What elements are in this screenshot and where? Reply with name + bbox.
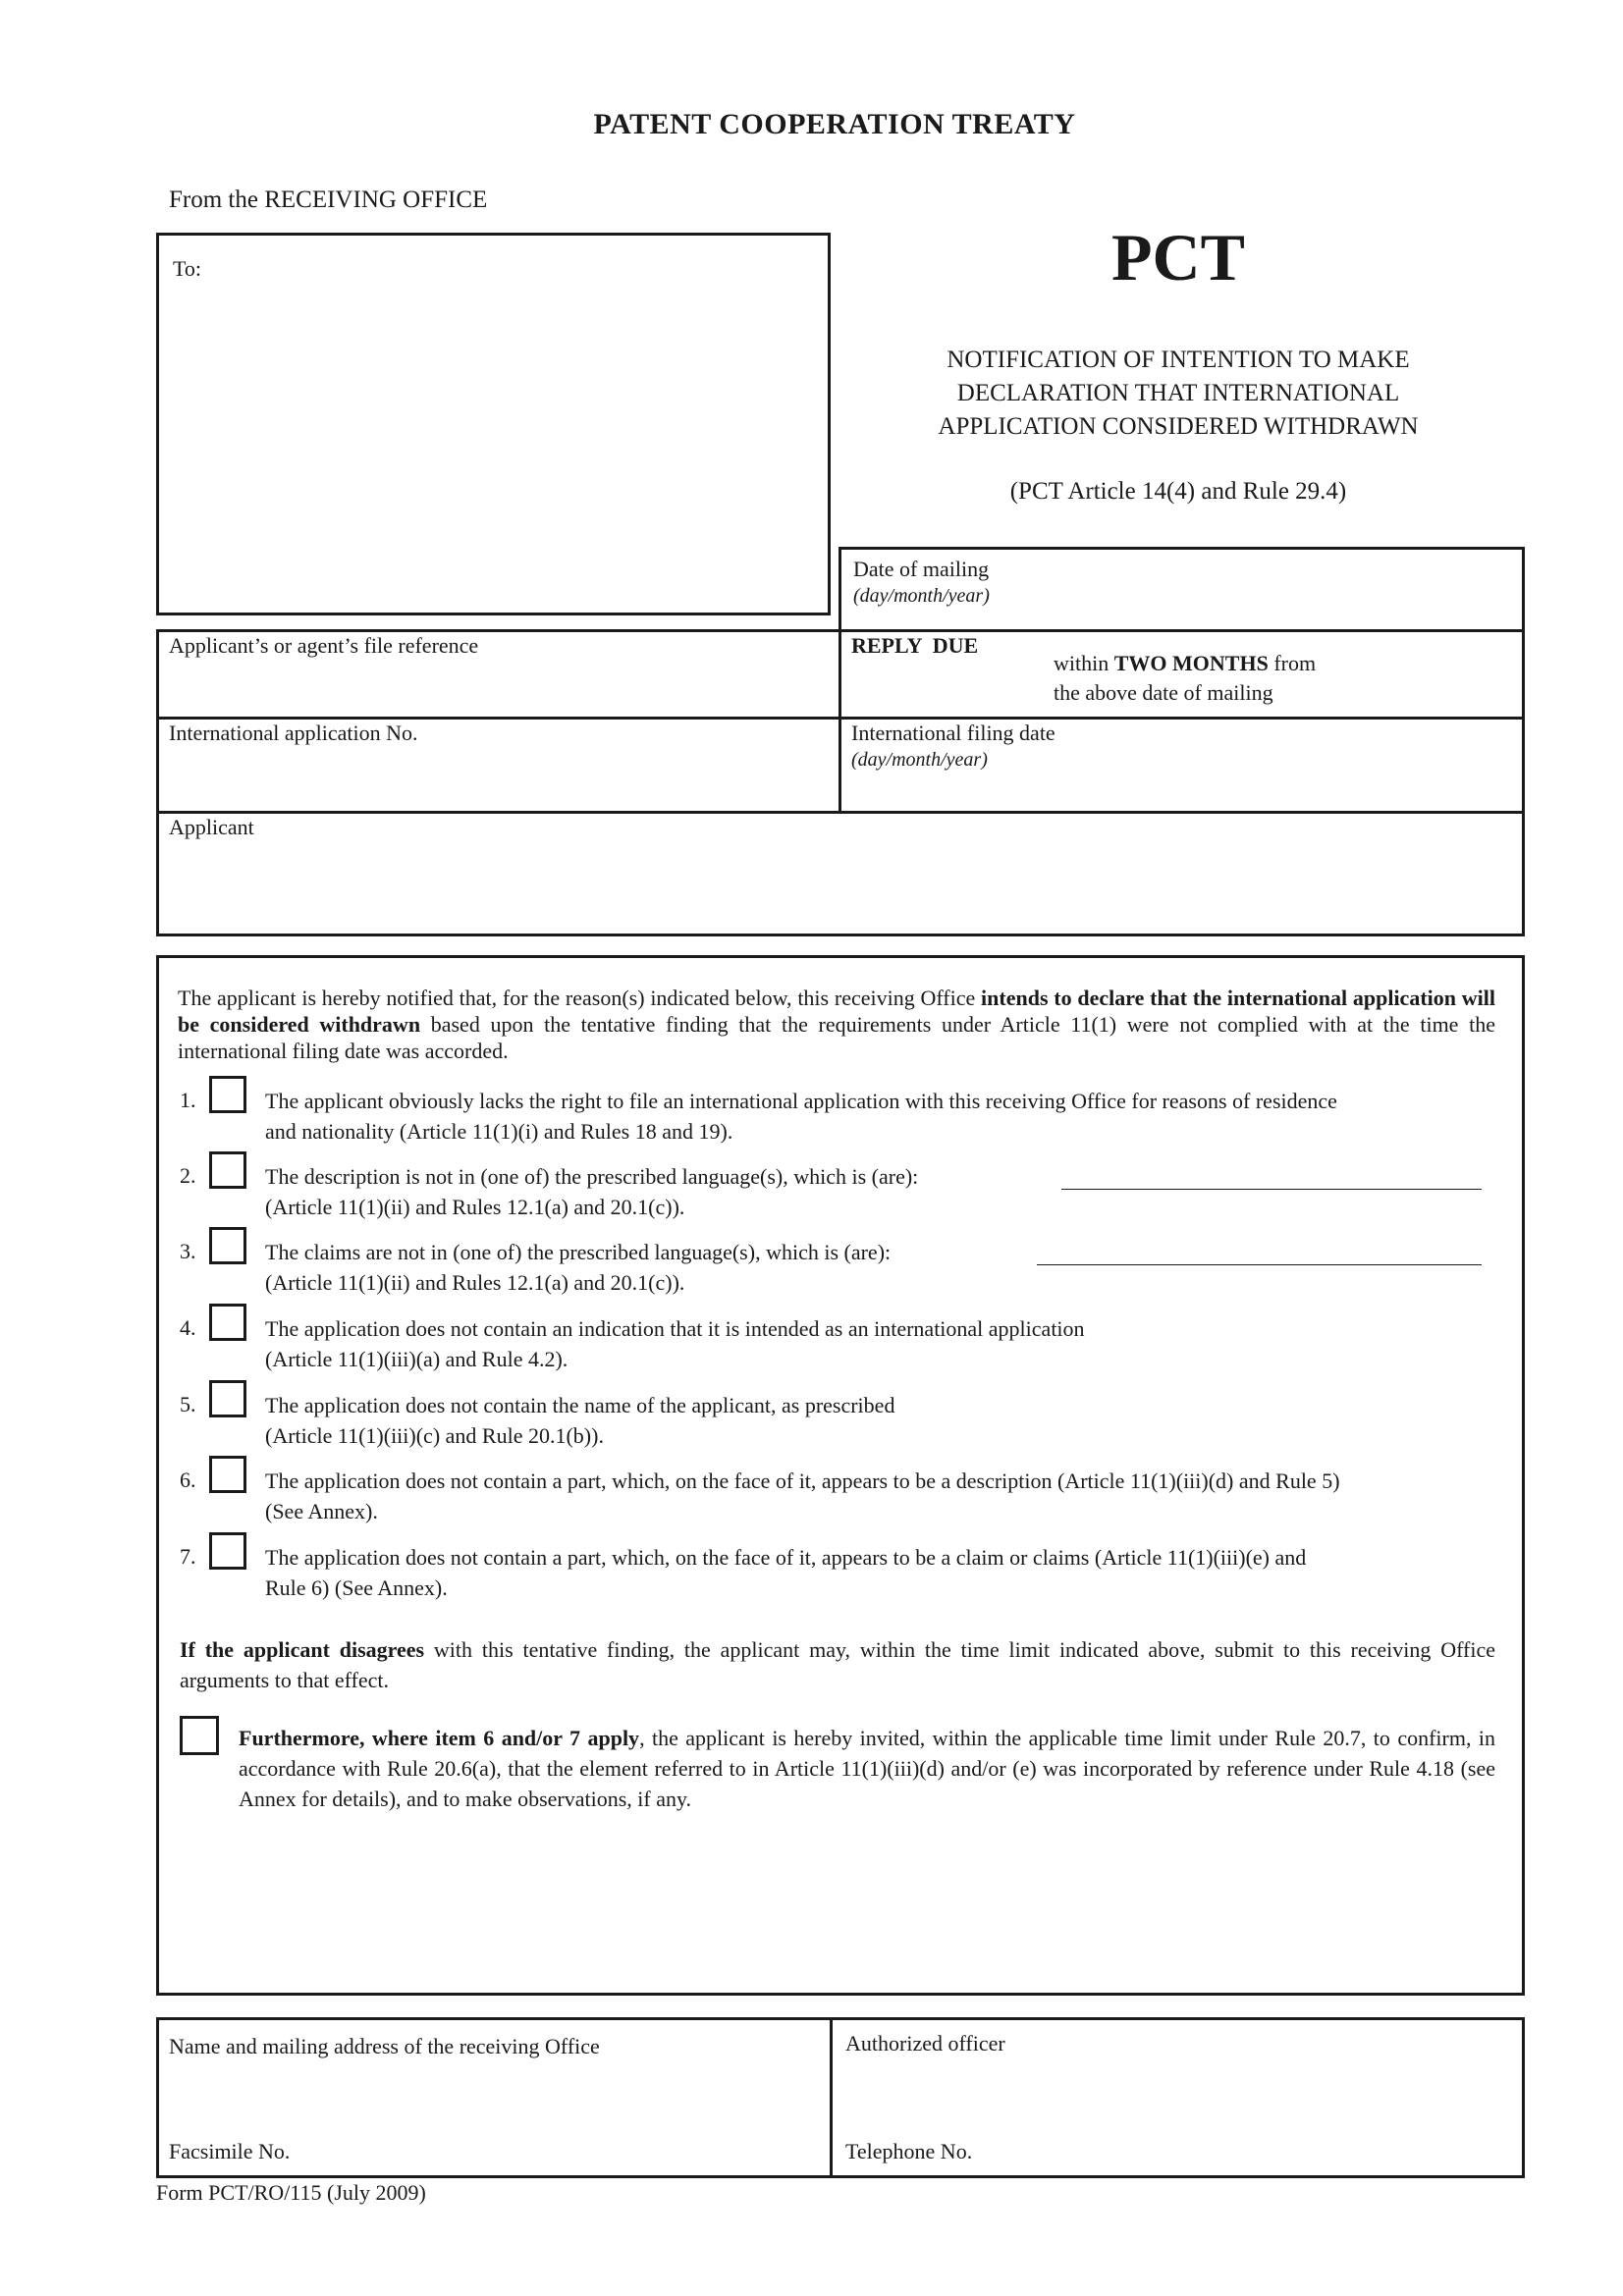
item-2-text [265, 1161, 1051, 1222]
disagree-text: with this tentative finding, the applicant may, within the time limit indicated above, submit to this receiving Office arguments to that effect. [180, 1637, 1495, 1692]
to-box[interactable] [156, 233, 831, 615]
item-4-checkbox[interactable] [209, 1304, 246, 1341]
item-5-text [265, 1390, 1492, 1451]
item-5-number: 5. [180, 1392, 196, 1416]
file-reference-label: Applicant’s or agent’s file reference [169, 633, 479, 658]
furthermore-bold: Furthermore, where item 6 and/or 7 apply [239, 1726, 640, 1750]
item-1-line-2: and nationality (Article 11(1)(i) and Rules 18 and 19). [265, 1119, 733, 1144]
applicant-label: Applicant [169, 815, 254, 839]
reply-due-text-line2: the above date of mailing [1054, 680, 1273, 705]
to-label: To: [173, 256, 202, 281]
authorized-officer-field[interactable] [833, 2020, 1522, 2175]
date-of-mailing-format: (day/month/year) [853, 585, 990, 607]
item-2-number: 2. [180, 1163, 196, 1188]
item-7-text [265, 1542, 1492, 1603]
item-3-line-1: The claims are not in (one of) the prescribed language(s), which is (are): [265, 1240, 892, 1264]
item-6-checkbox[interactable] [209, 1456, 246, 1493]
intl-filing-date-label: International filing date [851, 721, 1055, 745]
item-2-line-1: The description is not in (one of) the prescribed language(s), which is (are): [265, 1164, 919, 1189]
reply-due-text-post: from [1268, 651, 1317, 675]
item-4-text [265, 1313, 1492, 1374]
reply-due-text-pre: within [1054, 651, 1114, 675]
item-1-text [265, 1086, 1492, 1147]
item-6-text [265, 1466, 1492, 1526]
item-4-line-2: (Article 11(1)(iii)(a) and Rule 4.2). [265, 1347, 568, 1371]
item-1-checkbox[interactable] [209, 1076, 246, 1113]
notification-title-line-1: NOTIFICATION OF INTENTION TO MAKE [947, 347, 1410, 373]
disagree-bold: If the applicant disagrees [180, 1637, 425, 1662]
item-3-line-2: (Article 11(1)(ii) and Rules 12.1(a) and 20.1(c)). [265, 1270, 685, 1295]
date-of-mailing-box[interactable] [839, 547, 1525, 632]
intl-application-no-label: International application No. [169, 721, 418, 745]
pct-logo: PCT [1111, 220, 1245, 294]
treaty-title: PATENT COOPERATION TREATY [593, 108, 1076, 140]
item-2-line-2: (Article 11(1)(ii) and Rules 12.1(a) and 20.1(c)). [265, 1195, 685, 1219]
telephone-label: Telephone No. [845, 2139, 973, 2163]
furthermore-text: , the applicant is hereby invited, within the applicable time limit under Rule 20.7, to confirm, in accordance with Rule 20.6(a), that the element referred to in Article 11(1)(iii)(d) and/or (e) was incorporated by reference under Rule 4.18 (see Annex for details), and to make observations, if any. [239, 1726, 1495, 1811]
disagree-paragraph [180, 1634, 1495, 1695]
item-2-language-field[interactable] [1061, 1189, 1482, 1190]
item-6-line-1: The application does not contain a part, which, on the face of it, appears to be a description (Article 11(1)(iii)(d) and Rule 5) [265, 1468, 1340, 1493]
item-1-number: 1. [180, 1088, 196, 1112]
form-id: Form PCT/RO/115 (July 2009) [156, 2180, 426, 2205]
legal-basis: (PCT Article 14(4) and Rule 29.4) [1009, 478, 1347, 505]
date-of-mailing-label: Date of mailing [853, 557, 990, 581]
notification-title-line-3: APPLICATION CONSIDERED WITHDRAWN [938, 413, 1419, 440]
notice-intro [178, 985, 1495, 1064]
item-4-line-1: The application does not contain an indication that it is intended as an international application [265, 1316, 1085, 1341]
item-7-number: 7. [180, 1544, 196, 1569]
notice-intro-bold: intends to declare that the international application will be considered withdrawn [178, 986, 1495, 1037]
item-7-checkbox[interactable] [209, 1532, 246, 1570]
item-6-line-2: (See Annex). [265, 1499, 378, 1523]
item-1-line-1: The applicant obviously lacks the right to file an international application with this receiving Office for reasons of residence [265, 1089, 1337, 1113]
notification-title [864, 344, 1492, 444]
item-5-checkbox[interactable] [209, 1380, 246, 1417]
item-7-line-1: The application does not contain a part, which, on the face of it, appears to be a claim or claims (Article 11(1)(iii)(e) and [265, 1545, 1307, 1570]
item-5-line-2: (Article 11(1)(iii)(c) and Rule 20.1(b)). [265, 1423, 604, 1448]
intl-application-no-field[interactable] [159, 720, 837, 810]
reply-due-label: REPLY DUE [851, 633, 979, 658]
applicant-field[interactable] [159, 814, 1522, 934]
furthermore-paragraph [239, 1723, 1495, 1814]
office-address-label: Name and mailing address of the receiving Office [169, 2034, 600, 2058]
item-7-line-2: Rule 6) (See Annex). [265, 1575, 448, 1600]
item-5-line-1: The application does not contain the name of the applicant, as prescribed [265, 1393, 895, 1417]
notification-title-line-2: DECLARATION THAT INTERNATIONAL [956, 380, 1400, 406]
item-4-number: 4. [180, 1315, 196, 1340]
item-3-checkbox[interactable] [209, 1227, 246, 1264]
intl-filing-date-format: (day/month/year) [851, 749, 988, 771]
notice-intro-post: based upon the tentative finding that the requirements under Article 11(1) were not complied with at the time the international filing date was accorded. [178, 1012, 1495, 1063]
notice-intro-pre: The applicant is hereby notified that, for the reason(s) indicated below, this receiving Office [178, 986, 982, 1010]
reply-due-field [841, 632, 1522, 715]
facsimile-label: Facsimile No. [169, 2139, 291, 2163]
from-receiving-office-label: From the RECEIVING OFFICE [169, 187, 488, 213]
item-3-language-field[interactable] [1037, 1264, 1482, 1265]
item-3-text [265, 1237, 1031, 1298]
reply-due-text [1054, 650, 1316, 677]
file-reference-field[interactable] [159, 632, 837, 715]
reply-due-two-months: TWO MONTHS [1113, 651, 1269, 675]
intl-filing-date-field[interactable] [841, 720, 1522, 810]
item-6-number: 6. [180, 1468, 196, 1492]
item-2-checkbox[interactable] [209, 1151, 246, 1189]
office-address-field[interactable] [159, 2020, 828, 2175]
furthermore-checkbox[interactable] [180, 1716, 219, 1755]
authorized-officer-label: Authorized officer [845, 2031, 1005, 2056]
item-3-number: 3. [180, 1239, 196, 1263]
